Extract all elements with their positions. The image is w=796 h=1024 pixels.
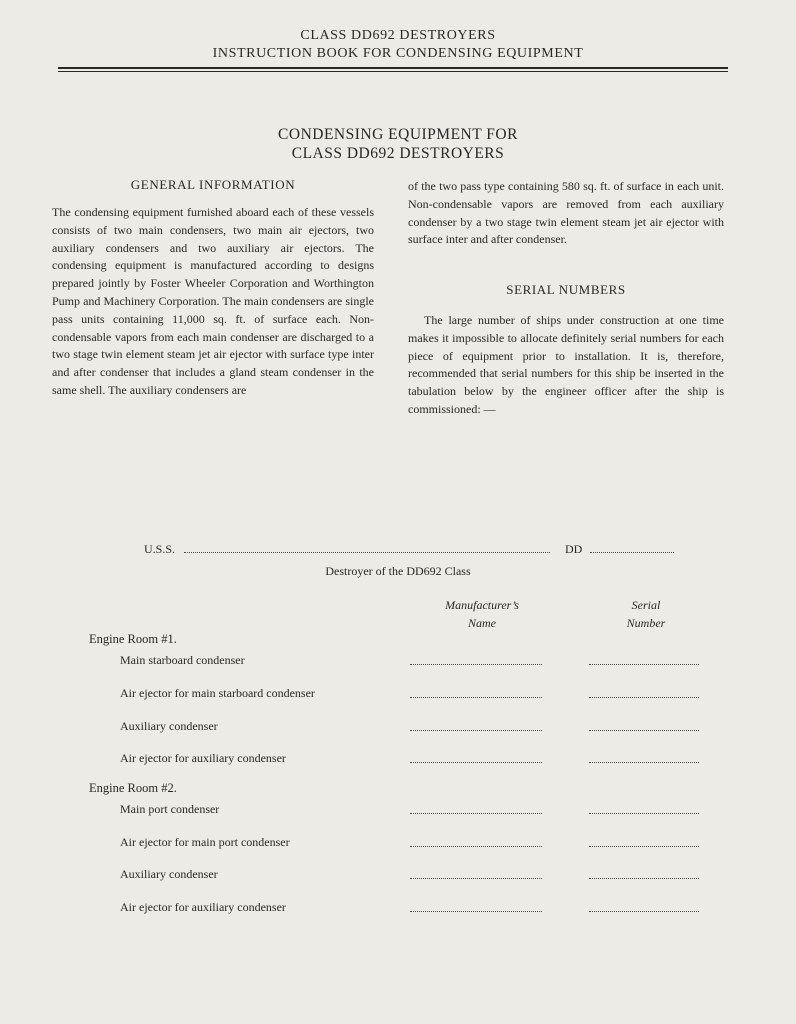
serial-number-field[interactable]: [589, 664, 699, 665]
page-title-line2: CLASS DD692 DESTROYERS: [291, 145, 505, 162]
equipment-item-label: Air ejector for main port condenser: [120, 835, 290, 849]
equipment-item-label: Main port condenser: [120, 802, 220, 816]
manufacturer-name-field[interactable]: [410, 813, 542, 814]
uss-name-field[interactable]: [184, 552, 550, 553]
serial-number-field[interactable]: [589, 846, 699, 847]
equipment-item-label: Auxiliary condenser: [120, 719, 218, 733]
running-header-class: CLASS DD692 DESTROYERS: [300, 28, 496, 43]
running-header-book: INSTRUCTION BOOK FOR CONDENSING EQUIPMENT: [212, 46, 584, 61]
serial-number-field[interactable]: [589, 813, 699, 814]
manufacturer-name-field[interactable]: [410, 697, 542, 698]
engine-room-1-heading: Engine Room #1.: [89, 632, 177, 646]
header-rule-thick: [58, 67, 728, 69]
general-information-text: [52, 204, 374, 400]
manufacturer-name-field[interactable]: [410, 762, 542, 763]
general-information-continued-paragraph: of the two pass type containing 580 sq. ft. of surface in each unit. Non-condensable vapors are removed from each auxiliary condenser by a two stage twin element steam jet air ejector with surface inter and after condenser.: [408, 179, 724, 247]
manufacturer-name-field[interactable]: [410, 878, 542, 879]
serial-header-line1: Serial: [631, 598, 661, 612]
serial-number-field[interactable]: [589, 878, 699, 879]
equipment-item-label: Air ejector for main starboard condenser: [120, 686, 315, 700]
general-information-heading: GENERAL INFORMATION: [130, 177, 296, 192]
equipment-item-label: Main starboard condenser: [120, 653, 245, 667]
manufacturer-header-line1: Manufacturer’s: [445, 598, 519, 612]
equipment-item-label: Air ejector for auxiliary condenser: [120, 900, 286, 914]
manufacturer-name-field[interactable]: [410, 730, 542, 731]
manufacturer-name-field[interactable]: [410, 664, 542, 665]
page-title-line1: CONDENSING EQUIPMENT FOR: [278, 126, 518, 143]
general-information-continued: [408, 178, 724, 249]
serial-header-line2: Number: [626, 616, 666, 630]
serial-numbers-heading: SERIAL NUMBERS: [506, 282, 626, 297]
dd-label: DD: [565, 542, 583, 556]
header-rule-thin: [58, 71, 728, 72]
general-information-paragraph: The condensing equipment furnished aboard each of these vessels consists of two main condensers, two main air ejectors, two auxiliary condensers and two auxiliary air ejectors. The condensing equipment is manufactured according to designs prepared jointly by Foster Wheeler Corporation and Worthington Pump and Machinery Corporation. The main condensers are single pass units containing 11,000 sq. ft. of surface each. Non-condensable vapors from each main condenser are discharged to a two stage twin element steam jet air ejector with surface type inter and after condenser that includes a gland steam condenser in the same shell. The auxiliary condensers are: [52, 205, 374, 397]
serial-number-field[interactable]: [589, 730, 699, 731]
uss-label: U.S.S.: [144, 542, 176, 556]
manufacturer-name-field[interactable]: [410, 846, 542, 847]
serial-number-field[interactable]: [589, 697, 699, 698]
manufacturer-header-line2: Name: [468, 616, 496, 630]
serial-numbers-text: [408, 312, 724, 419]
serial-number-field[interactable]: [589, 762, 699, 763]
engine-room-2-heading: Engine Room #2.: [89, 781, 177, 795]
serial-numbers-paragraph: The large number of ships under construction at one time makes it impossible to allocate definitely serial numbers for each piece of equipment prior to installation. It is, therefore, recommended that serial numbers for this ship be inserted in the tabulation below by the engineer officer after the ship is commissioned: —: [408, 313, 724, 416]
serial-column-header: [590, 596, 702, 632]
dd-number-field[interactable]: [590, 552, 674, 553]
manufacturer-column-header: [412, 596, 552, 632]
form-subtitle: Destroyer of the DD692 Class: [325, 564, 471, 578]
serial-number-field[interactable]: [589, 911, 699, 912]
manufacturer-name-field[interactable]: [410, 911, 542, 912]
equipment-item-label: Air ejector for auxiliary condenser: [120, 751, 286, 765]
equipment-item-label: Auxiliary condenser: [120, 867, 218, 881]
